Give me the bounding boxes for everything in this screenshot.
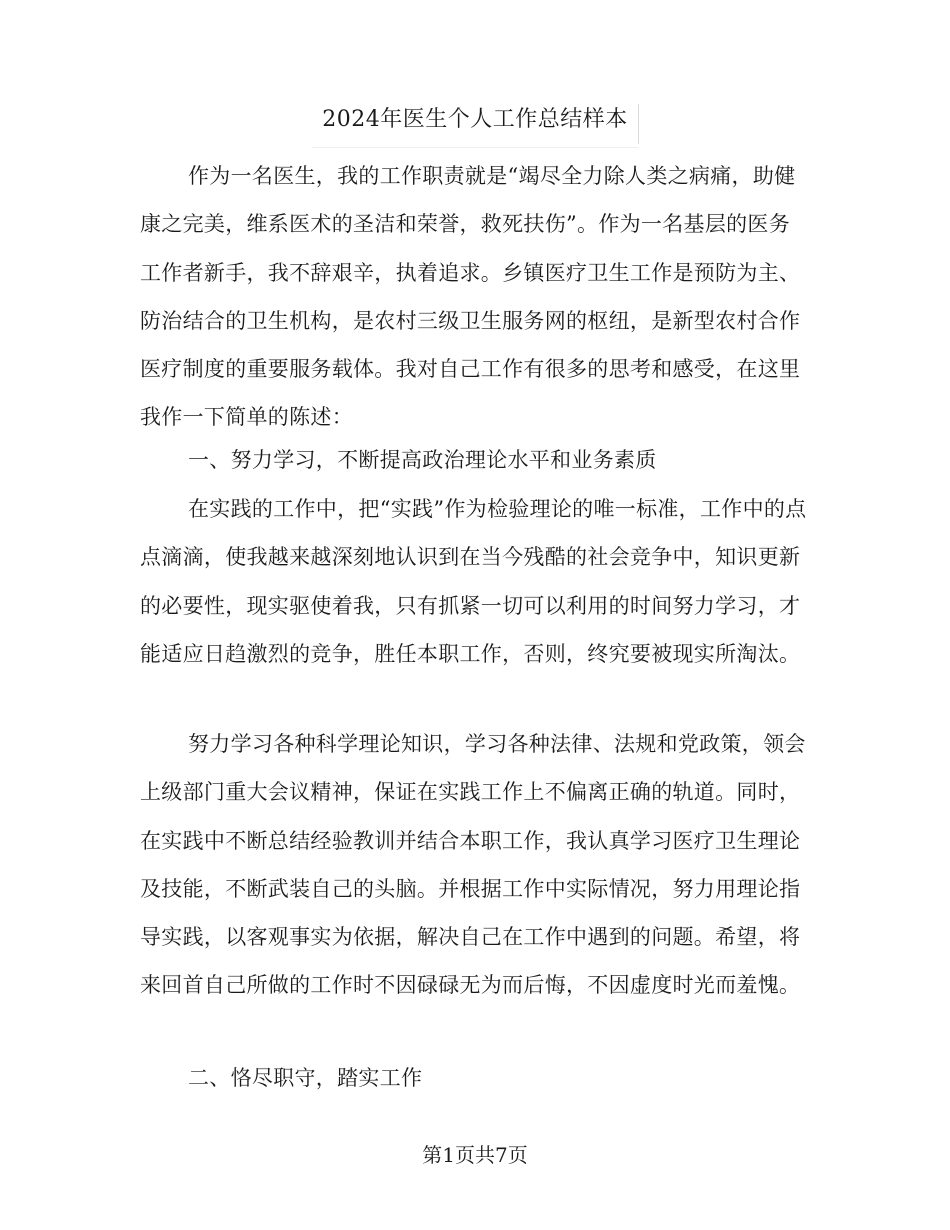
paragraph-2: 在实践的工作中，把“实践”作为检验理论的唯一标准，工作中的点点滴滴，使我越来越深刻地认识到在当今残酷的社会竞争中，知识更新的必要性，现实驱使着我，只有抓紧一切可以利用的时间努力学习，才能适应日趋激烈的竞争，胜任本职工作，否则，终究要被现实所淘汰。 (140, 497, 807, 666)
body-paragraph-study (140, 720, 810, 1010)
heading-2-text: 二、恪尽职守，踏实工作 (188, 1066, 423, 1090)
body-paragraph-intro (140, 152, 810, 442)
paragraph-1: 作为一名医生，我的工作职责就是“竭尽全力除人类之病痛，助健康之完美，维系医术的圣洁和荣誉，救死扶伤”。作为一名基层的医务工作者新手，我不辞艰辛，执着追求。乡镇医疗卫生工作是预防为主、防治结合的卫生机构，是农村三级卫生服务网的枢纽，是新型农村合作医疗制度的重要服务载体。我对自己工作有很多的思考和感受，在这里我作一下简单的陈述： (140, 164, 801, 430)
page-footer: 第1页共7页 (422, 1143, 528, 1167)
title-divider (638, 104, 639, 144)
paragraph-3: 努力学习各种科学理论知识，学习各种法律、法规和党政策，领会上级部门重大会议精神，保证在实践工作上不偏离正确的轨道。同时，在实践中不断总结经验教训并结合本职工作，我认真学习医疗卫生理论及技能，不断武装自己的头脑。并根据工作中实际情况，努力用理论指导实践，以客观事实为依据，解决自己在工作中遇到的问题。希望，将来回首自己所做的工作时不因碌碌无为而后悔，不因虚度时光而羞愧。 (140, 732, 806, 998)
document-title: 2024年医生个人工作总结样本 (322, 107, 628, 132)
body-paragraph-practice (140, 485, 810, 678)
section-heading-2 (140, 1054, 810, 1102)
section-heading-1 (140, 436, 810, 484)
title-underline (312, 147, 638, 148)
heading-1-text: 一、努力学习，不断提高政治理论水平和业务素质 (188, 448, 657, 472)
